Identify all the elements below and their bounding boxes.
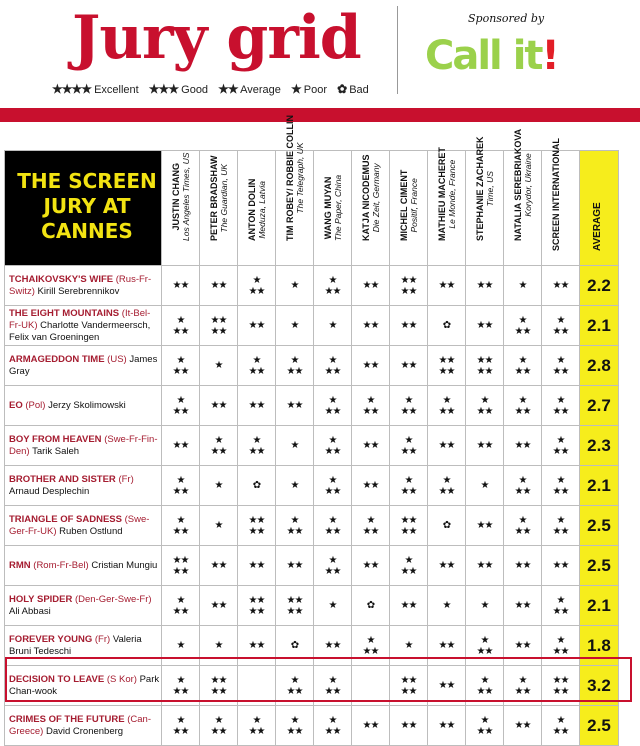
film-cell — [5, 426, 162, 466]
film-cell — [5, 466, 162, 506]
divider — [397, 6, 398, 94]
film-director: Cristian Mungiu — [91, 559, 158, 571]
film-cell — [5, 506, 162, 546]
rating-cell: ★ ★★ — [542, 426, 580, 466]
rating-cell: ★ — [276, 266, 314, 306]
critic-name: TIM ROBEY/ ROBBIE COLLIN — [284, 115, 295, 241]
average-score: 2.1 — [580, 306, 619, 346]
rating-cell: ★★ — [466, 506, 504, 546]
rating-cell: ★ ★★ — [238, 346, 276, 386]
rating-cell: ★ ★★ — [314, 666, 352, 706]
rating-cell: ★ ★★ — [542, 386, 580, 426]
header — [0, 0, 640, 108]
rating-cell: ★★ — [276, 386, 314, 426]
rating-cell: ★ ★★ — [200, 706, 238, 746]
page-title: Jury grid — [72, 3, 361, 73]
table-row — [5, 426, 619, 466]
rating-cell: ★ ★★ — [504, 506, 542, 546]
rating-cell: ★ ★★ — [504, 666, 542, 706]
sponsor-label: Sponsored by — [468, 12, 545, 25]
table-row — [5, 306, 619, 346]
rating-cell: ★ ★★ — [352, 386, 390, 426]
critic-column-header — [238, 151, 276, 266]
rating-cell: ★★ — [390, 706, 428, 746]
rating-cell: ✿ — [238, 466, 276, 506]
film-cell — [5, 266, 162, 306]
average-column-header — [580, 151, 619, 266]
rating-cell: ★ ★★ — [314, 266, 352, 306]
rating-cell: ★ — [276, 306, 314, 346]
rating-cell: ★ ★★ — [542, 586, 580, 626]
rating-cell: ★ ★★ — [162, 666, 200, 706]
critic-name: KATJA NICODEMUS — [360, 154, 371, 241]
rating-cell: ★ ★★ — [390, 386, 428, 426]
rating-cell: ★★ ★★ — [390, 506, 428, 546]
table-row — [5, 706, 619, 746]
average-score: 2.8 — [580, 346, 619, 386]
critic-outlet: Korydor, Ukraine — [522, 153, 533, 217]
critic-name: WANG MUYAN — [322, 176, 333, 240]
rating-cell: ★★ ★★ — [466, 346, 504, 386]
rating-cell: ★★ ★★ — [162, 546, 200, 586]
film-title: FOREVER YOUNG — [9, 633, 93, 645]
rating-cell: ★★ — [504, 586, 542, 626]
rating-cell: ★ ★★ — [428, 386, 466, 426]
film-country: (US) — [107, 353, 127, 365]
film-director: Ruben Ostlund — [59, 525, 123, 537]
rating-cell: ★★ — [162, 266, 200, 306]
rating-cell: ★★ — [428, 266, 466, 306]
rating-cell: ★ ★★ — [542, 506, 580, 546]
critic-name: MICHEL CIMENT — [398, 169, 409, 241]
rating-cell: ★ — [466, 586, 504, 626]
film-title: RMN — [9, 559, 31, 571]
critic-column-header — [276, 115, 314, 266]
film-director: Jerzy Skolimowski — [48, 399, 126, 411]
film-title: THE EIGHT MOUNTAINS — [9, 307, 120, 319]
critic-column-header — [352, 151, 390, 266]
film-director: Ali Abbasi — [9, 605, 51, 617]
rating-cell: ★★ — [466, 546, 504, 586]
average-score: 2.7 — [580, 386, 619, 426]
rating-cell: ★★ ★★ — [428, 346, 466, 386]
rating-cell: ★ ★★ — [390, 546, 428, 586]
rating-cell: ★★ — [238, 546, 276, 586]
rating-cell: ★★ — [238, 626, 276, 666]
rating-cell: ★ ★★ — [504, 466, 542, 506]
rating-cell: ★★ ★★ — [238, 506, 276, 546]
rating-cell: ★★ — [200, 386, 238, 426]
sponsor-logo: Call it! — [425, 33, 558, 79]
film-title: ARMAGEDDON TIME — [9, 353, 105, 365]
rating-cell: ★★ — [466, 306, 504, 346]
rating-cell: ★★ — [428, 426, 466, 466]
rating-cell: ★ ★★ — [352, 626, 390, 666]
critic-column-header — [314, 151, 352, 266]
rating-cell: ★ ★★ — [238, 706, 276, 746]
film-director: James Gray — [9, 353, 158, 377]
rating-cell: ★★ ★★ — [542, 666, 580, 706]
rating-cell: ★ ★★ — [314, 706, 352, 746]
rating-cell: ★ ★★ — [162, 386, 200, 426]
rating-cell: ★★ — [504, 546, 542, 586]
rating-cell: ★ ★★ — [314, 346, 352, 386]
critic-column-header — [200, 151, 238, 266]
critic-column-header — [428, 147, 466, 266]
film-title: TRIANGLE OF SADNESS — [9, 513, 122, 525]
film-country: (It-Bel-Fr-UK) — [9, 307, 151, 331]
film-cell — [5, 386, 162, 426]
rating-cell: ★ ★★ — [504, 306, 542, 346]
critic-name: STEPHANIE ZACHAREK — [474, 136, 485, 241]
rating-cell: ★★ — [542, 266, 580, 306]
rating-cell: ★★ — [200, 586, 238, 626]
rating-cell: ★ ★★ — [542, 346, 580, 386]
header-row — [5, 151, 619, 266]
rating-cell: ★ — [200, 626, 238, 666]
critic-outlet: The Paper, China — [332, 174, 343, 241]
rating-cell: ★ — [504, 266, 542, 306]
rating-cell: ★★ — [466, 266, 504, 306]
rating-cell: ★ — [390, 626, 428, 666]
critic-outlet: Die Zeit, Germany — [370, 163, 381, 233]
critic-column-header — [542, 138, 580, 266]
film-title: EO — [9, 399, 23, 411]
rating-cell: ★ ★★ — [314, 466, 352, 506]
film-country: (Swe-Fr-Fin-Den) — [9, 433, 158, 457]
film-director: Park Chan-wook — [9, 673, 160, 697]
rating-cell: ★★ — [428, 626, 466, 666]
rating-cell: ★ ★★ — [200, 426, 238, 466]
rating-cell: ★★ — [314, 626, 352, 666]
critic-column-header — [466, 136, 504, 266]
rating-cell: ★ ★★ — [466, 666, 504, 706]
film-country: (Can-Greece) — [9, 713, 151, 737]
rating-cell: ★ ★★ — [352, 506, 390, 546]
rating-cell: ★ ★★ — [504, 386, 542, 426]
rating-cell: ★ — [428, 586, 466, 626]
rating-cell: ★ ★★ — [314, 546, 352, 586]
critic-outlet: Meduza, Latvia — [256, 181, 267, 239]
table-row — [5, 386, 619, 426]
rating-cell: ★★ — [352, 706, 390, 746]
film-title: TCHAIKOVSKY'S WIFE — [9, 273, 114, 285]
average-score: 2.5 — [580, 546, 619, 586]
film-country: (Fr) — [118, 473, 134, 485]
rating-cell: ★★ — [238, 306, 276, 346]
table-row — [5, 546, 619, 586]
rating-cell: ★ ★★ — [314, 506, 352, 546]
rating-cell: ★ — [200, 346, 238, 386]
critic-outlet: Positif, France — [408, 178, 419, 233]
rating-cell: ★★ — [504, 426, 542, 466]
rating-cell: ★ ★★ — [162, 706, 200, 746]
average-score: 3.2 — [580, 666, 619, 706]
critic-name: SCREEN INTERNATIONAL — [550, 138, 561, 251]
rating-cell: ★★ — [428, 666, 466, 706]
rating-cell: ★ ★★ — [276, 346, 314, 386]
critic-name: JUSTIN CHANG — [170, 163, 181, 231]
rating-cell: ★ ★★ — [542, 306, 580, 346]
rating-cell: ★★ — [276, 546, 314, 586]
average-score: 2.1 — [580, 586, 619, 626]
film-director: Tarik Saleh — [32, 445, 80, 457]
film-director: Charlotte Vandermeersch, Felix van Groeningen — [9, 319, 151, 343]
rating-cell: ★ ★★ — [428, 466, 466, 506]
critic-outlet: Time, US — [484, 171, 495, 207]
critic-column-header — [162, 151, 200, 266]
rating-cell: ★★ — [352, 546, 390, 586]
critic-name: MATHIEU MACHERET — [436, 147, 447, 241]
rating-cell: ★ — [162, 626, 200, 666]
film-director: Valeria Bruni Tedeschi — [9, 633, 142, 657]
critic-column-header — [390, 151, 428, 266]
rating-cell: ★★ ★★ — [276, 586, 314, 626]
rating-cell: ★ ★★ — [162, 466, 200, 506]
rating-cell: ★ ★★ — [162, 346, 200, 386]
highlight-box — [5, 657, 632, 702]
average-score: 2.1 — [580, 466, 619, 506]
rating-cell: ★ ★★ — [390, 466, 428, 506]
film-director: Arnaud Desplechin — [9, 485, 90, 497]
red-divider-bar — [0, 108, 640, 122]
rating-cell: ✿ — [276, 626, 314, 666]
film-cell — [5, 306, 162, 346]
film-title: BOY FROM HEAVEN — [9, 433, 102, 445]
rating-cell: ★ ★★ — [238, 266, 276, 306]
rating-cell: ★ ★★ — [162, 506, 200, 546]
rating-cell: ★★ — [390, 346, 428, 386]
rating-cell: ★ — [314, 306, 352, 346]
rating-cell: ★★ — [466, 426, 504, 466]
average-score: 2.3 — [580, 426, 619, 466]
rating-cell: ✿ — [352, 586, 390, 626]
rating-cell: ★★ — [352, 426, 390, 466]
rating-legend — [52, 82, 376, 96]
legend-item: ★ Poor — [290, 82, 328, 96]
critic-name: NATALIA SEREBRIAKOVA — [512, 128, 523, 241]
critic-column-header — [504, 128, 542, 266]
legend-item: ★★ Average — [218, 82, 281, 96]
rating-cell: ★ ★★ — [542, 706, 580, 746]
rating-cell: ★★ — [238, 386, 276, 426]
rating-cell: ★★ ★★ — [200, 666, 238, 706]
film-title: BROTHER AND SISTER — [9, 473, 116, 485]
critic-outlet: Los Angeles Times, US — [180, 152, 191, 241]
table-row — [5, 586, 619, 626]
film-cell — [5, 706, 162, 746]
film-country: (Pol) — [25, 399, 46, 411]
table-row — [5, 466, 619, 506]
rating-cell: ★ ★★ — [162, 586, 200, 626]
rating-cell: ★★ — [352, 466, 390, 506]
film-title: HOLY SPIDER — [9, 593, 73, 605]
rating-cell: ★ ★★ — [466, 386, 504, 426]
rating-cell: ✿ — [428, 306, 466, 346]
average-label: AVERAGE — [592, 202, 603, 251]
rating-cell: ★ ★★ — [390, 426, 428, 466]
film-cell — [5, 546, 162, 586]
rating-cell: ★ — [276, 466, 314, 506]
critic-outlet: The Telegraph, UK — [294, 142, 305, 214]
rating-cell: ★★ — [200, 266, 238, 306]
rating-cell: ★★ — [504, 626, 542, 666]
rating-cell: ★ ★★ — [466, 706, 504, 746]
average-score: 2.5 — [580, 706, 619, 746]
rating-cell: ★ ★★ — [162, 306, 200, 346]
rating-cell: ★★ — [428, 546, 466, 586]
critic-name: ANTON DOLIN — [246, 178, 257, 241]
film-director: Kirill Serebrennikov — [37, 285, 120, 297]
bad-icon: ✿ — [337, 82, 347, 96]
rating-cell: ★ ★★ — [276, 506, 314, 546]
rating-cell: ★ ★★ — [466, 626, 504, 666]
film-country: (Rom-Fr-Bel) — [33, 559, 89, 571]
rating-cell: ★★ ★★ — [200, 306, 238, 346]
rating-cell: ★★ — [504, 706, 542, 746]
rating-cell: ★ — [276, 426, 314, 466]
rating-cell: ★ ★★ — [542, 466, 580, 506]
critic-outlet: Le Monde, France — [446, 159, 457, 229]
film-country: (Swe-Ger-Fr-UK) — [9, 513, 150, 537]
rating-cell: ★★ — [162, 426, 200, 466]
legend-item: ★★★★ Excellent — [52, 82, 139, 96]
film-title: CRIMES OF THE FUTURE — [9, 713, 125, 725]
table-row — [5, 506, 619, 546]
rating-cell: ★★ ★★ — [390, 266, 428, 306]
table-row — [5, 266, 619, 306]
average-score: 2.5 — [580, 506, 619, 546]
rating-cell: ★ — [314, 586, 352, 626]
film-title: DECISION TO LEAVE — [9, 673, 105, 685]
rating-cell: ★★ — [390, 306, 428, 346]
film-country: (S Kor) — [106, 673, 137, 685]
film-country: (Den-Ger-Swe-Fr) — [75, 593, 152, 605]
film-cell — [5, 586, 162, 626]
rating-cell: ★★ — [428, 706, 466, 746]
rating-cell: ★ ★★ — [276, 706, 314, 746]
corner-title: THE SCREEN JURY AT CANNES — [5, 151, 162, 266]
legend-item: ✿ Bad — [337, 82, 369, 96]
film-cell — [5, 346, 162, 386]
average-score: 2.2 — [580, 266, 619, 306]
rating-cell: ★★ — [352, 306, 390, 346]
table-row — [5, 346, 619, 386]
legend-item: ★★★ Good — [148, 82, 209, 96]
rating-cell: ★ ★★ — [504, 346, 542, 386]
rating-cell: ★ — [200, 466, 238, 506]
rating-cell: ★ — [466, 466, 504, 506]
rating-cell: ★ ★★ — [314, 386, 352, 426]
rating-cell: ★★ — [390, 586, 428, 626]
critic-outlet: The Guardian, UK — [218, 163, 229, 233]
rating-cell: ★★ — [200, 546, 238, 586]
rating-cell: ★ ★★ — [314, 426, 352, 466]
rating-cell: ✿ — [428, 506, 466, 546]
rating-cell: ★★ ★★ — [390, 666, 428, 706]
rating-cell: ★ ★★ — [542, 626, 580, 666]
rating-cell: ★ — [200, 506, 238, 546]
critic-name: PETER BRADSHAW — [208, 155, 219, 241]
rating-cell: ★★ — [352, 266, 390, 306]
rating-cell: ★★ — [542, 546, 580, 586]
film-director: David Cronenberg — [45, 725, 124, 737]
average-score: 1.8 — [580, 626, 619, 666]
rating-cell: ★ ★★ — [276, 666, 314, 706]
rating-cell: ★ ★★ — [238, 426, 276, 466]
rating-cell: ★★ ★★ — [238, 586, 276, 626]
film-country: (Rus-Fr-Switz) — [9, 273, 152, 297]
rating-cell: ★★ — [352, 346, 390, 386]
film-country: (Fr) — [94, 633, 111, 645]
